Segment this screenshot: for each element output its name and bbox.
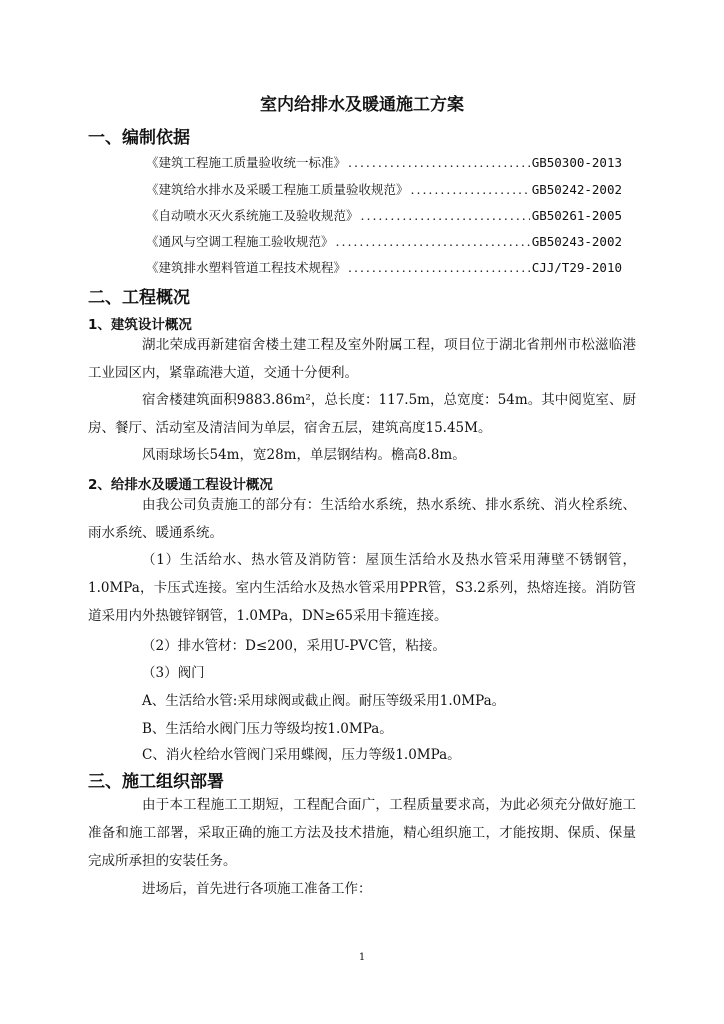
paragraph: 宿舍楼建筑面积9883.86m²，总长度：117.5m，总宽度：54m。其中阅览室、厨房、餐厅、活动室及清洁间为单层，宿舍五层，建筑高度15.45M。 — [88, 392, 636, 436]
text-line: （2）排水管材：D≤200，采用U-PVC管，粘接。 — [142, 638, 446, 654]
reference-code: CJJ/T29-2010 — [531, 260, 622, 275]
section-heading-overview: 二、工程概况 — [88, 288, 190, 308]
section-heading-basis: 一、编制依据 — [88, 128, 190, 148]
leader-dots — [348, 260, 530, 275]
text-line: C、消火栓给水管阀门采用蝶阀，压力等级1.0MPa。 — [142, 747, 461, 763]
text-line: A、生活给水管:采用球阀或截止阀。耐压等级采用1.0MPa。 — [142, 693, 506, 709]
paragraph: 进场后，首先进行各项施工准备工作： — [142, 881, 372, 897]
reference-item — [146, 232, 622, 250]
reference-name: 《建筑给水排水及采暖工程施工质量验收规范》 — [146, 182, 409, 197]
paragraph: 由于本工程施工工期短，工程配合面广，工程质量要求高，为此必须充分做好施工准备和施工部署，采取正确的施工方法及技术措施，精心组织施工，才能按期、保质、保量完成所承担的安装任务。 — [88, 797, 636, 869]
paragraph: 湖北荣成再新建宿舍楼土建工程及室外附属工程，项目位于湖北省荆州市松滋临港工业园区内，紧靠疏港大道，交通十分便利。 — [88, 337, 636, 381]
subsection-heading-plumbing: 2、给排水及暖通工程设计概况 — [88, 477, 273, 493]
reference-name: 《建筑排水塑料管道工程技术规程》 — [146, 260, 347, 275]
reference-code: GB50261-2005 — [531, 208, 622, 223]
reference-item — [146, 206, 622, 224]
leader-dots — [348, 155, 530, 170]
reference-code: GB50242-2002 — [531, 182, 622, 197]
leader-dots — [411, 182, 530, 197]
page-number: 1 — [358, 952, 366, 963]
paragraph: 由我公司负责施工的部分有：生活给水系统，热水系统、排水系统、消火栓系统、雨水系统、暖通系统。 — [88, 497, 636, 541]
reference-name: 《自动喷水灭火系统施工及验收规范》 — [146, 208, 359, 223]
reference-name: 《建筑工程施工质量验收统一标准》 — [146, 155, 347, 170]
reference-name: 《通风与空调工程施工验收规范》 — [146, 234, 334, 249]
reference-item — [146, 180, 622, 198]
leader-dots — [336, 234, 530, 249]
document-title: 室内给排水及暖通施工方案 — [260, 95, 464, 115]
reference-item — [146, 153, 622, 171]
paragraph: （1）生活给水、热水管及消防管：屋顶生活给水及热水管采用薄壁不锈钢管，1.0MPa，卡压式连接。室内生活给水及热水管采用PPR管，S3.2系列，热熔连接。消防管道采用内外热镀锌钢管，1.0MPa，DN≥65采用卡箍连接。 — [88, 552, 636, 624]
text-line: （3）阀门 — [142, 665, 205, 681]
text-line: B、生活给水阀门压力等级均按1.0MPa。 — [142, 721, 393, 737]
leader-dots — [361, 208, 530, 223]
reference-item — [146, 258, 622, 276]
section-heading-organization: 三、施工组织部署 — [88, 772, 224, 792]
reference-code: GB50243-2002 — [531, 234, 622, 249]
subsection-heading-building: 1、建筑设计概况 — [88, 317, 192, 333]
paragraph: 风雨球场长54m，宽28m，单层钢结构。檐高8.8m。 — [142, 447, 466, 463]
reference-code: GB50300-2013 — [531, 155, 622, 170]
